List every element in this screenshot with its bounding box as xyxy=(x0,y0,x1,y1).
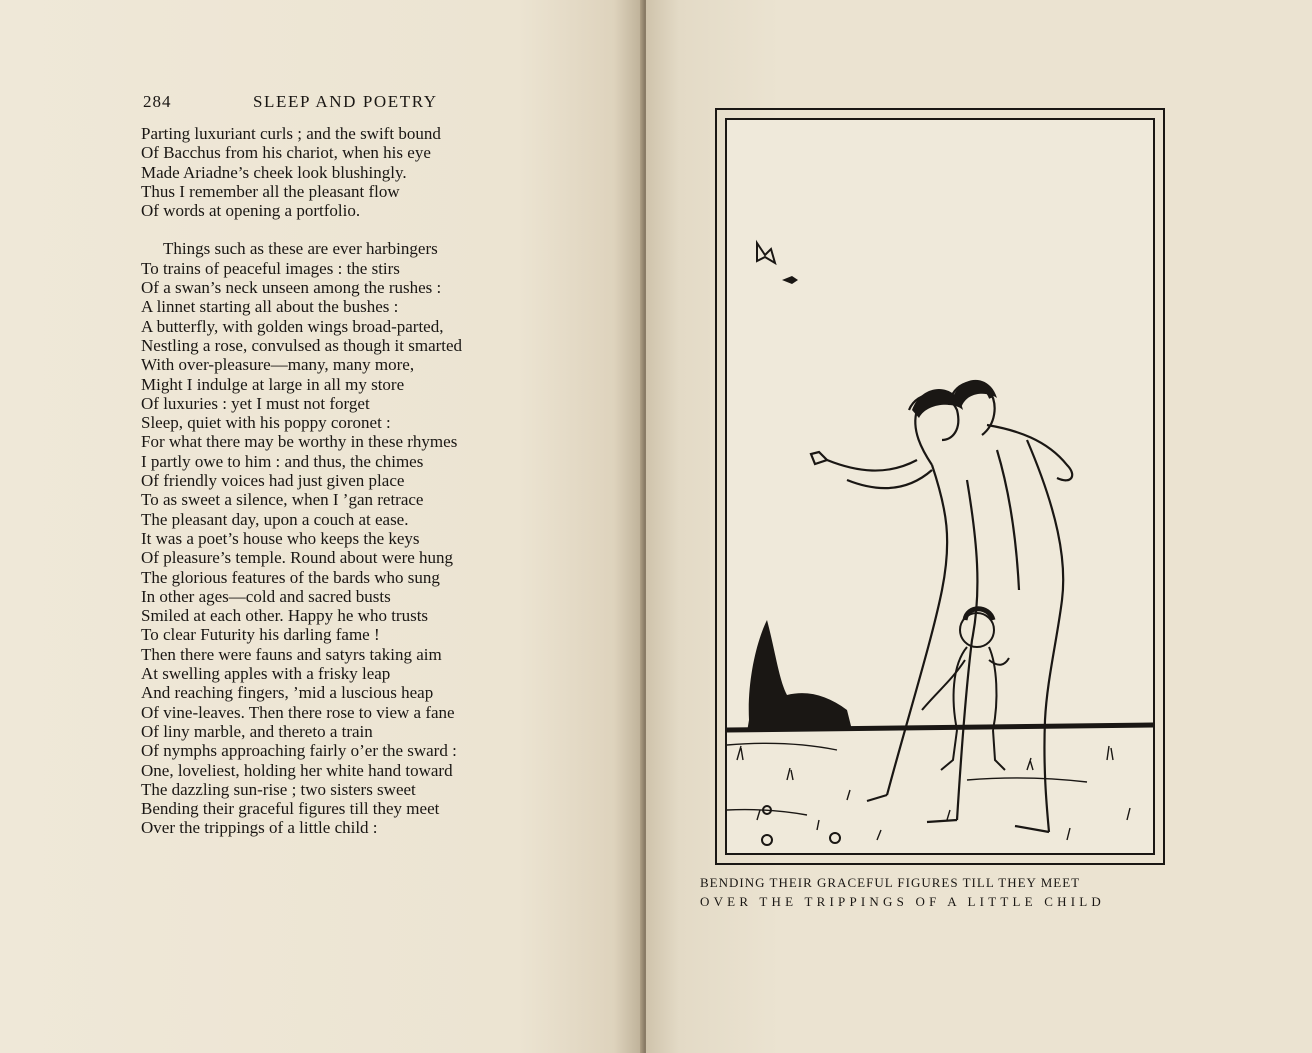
caption-line-2: OVER THE TRIPPINGS OF A LITTLE CHILD xyxy=(700,894,1105,909)
poem-line: For what there may be worthy in these rhymes xyxy=(141,432,458,452)
poem-text xyxy=(141,124,581,838)
figure-child xyxy=(922,609,1009,770)
illustration-caption xyxy=(700,875,1152,910)
poem-line: Bending their graceful figures till they meet xyxy=(141,799,440,819)
running-title: SLEEP AND POETRY xyxy=(253,92,438,111)
poem-line: To trains of peaceful images : the stirs xyxy=(141,258,400,278)
poem-line: Of vine-leaves. Then there rose to view a fane xyxy=(141,702,455,722)
poem-line: The pleasant day, upon a couch at ease. xyxy=(141,509,409,529)
figure-sister-right xyxy=(949,382,1072,832)
poem-line: Made Ariadne’s cheek look blushingly. xyxy=(141,162,407,182)
poem-line: Of nymphs approaching fairly o’er the sward : xyxy=(141,741,457,761)
poem-line: Of Bacchus from his chariot, when his eye xyxy=(141,143,431,163)
poem-line: Over the trippings of a little child : xyxy=(141,818,378,838)
poem-line: Things such as these are ever harbingers xyxy=(163,239,438,259)
butterfly-icon xyxy=(782,276,798,284)
page-number: 284 xyxy=(143,92,172,111)
poem-line: I partly owe to him : and thus, the chimes xyxy=(141,451,424,471)
poem-line: A butterfly, with golden wings broad-parted, xyxy=(141,316,444,336)
running-head xyxy=(143,92,523,116)
poem-line: Of liny marble, and thereto a train xyxy=(141,721,373,741)
poem-line: Of a swan’s neck unseen among the rushes : xyxy=(141,278,442,298)
poem-line: To as sweet a silence, when I ’gan retrace xyxy=(141,490,424,510)
poem-line: Might I indulge at large in all my store xyxy=(141,374,405,394)
poem-line: With over-pleasure—many, many more, xyxy=(141,355,415,375)
poem-line: At swelling apples with a frisky leap xyxy=(141,664,391,684)
poem-line: Of words at opening a portfolio. xyxy=(141,201,361,221)
poem-line: The dazzling sun-rise ; two sisters sweet xyxy=(141,779,416,799)
bird-icon xyxy=(757,243,775,263)
left-page xyxy=(0,0,646,1053)
poem-line: In other ages—cold and sacred busts xyxy=(141,586,391,606)
poem-line: To clear Futurity his darling fame ! xyxy=(141,625,380,645)
stanza-break xyxy=(141,220,581,239)
caption-line-1: BENDING THEIR GRACEFUL FIGURES TILL THEY MEET xyxy=(700,875,1081,890)
poem-line: Sleep, quiet with his poppy coronet : xyxy=(141,413,391,433)
poem-line: Of luxuries : yet I must not forget xyxy=(141,393,370,413)
poem-line: Then there were fauns and satyrs taking aim xyxy=(141,644,442,664)
poem-line: Parting luxuriant curls ; and the swift bound xyxy=(141,124,441,143)
illustration-image xyxy=(725,118,1155,855)
poem-line: A linnet starting all about the bushes : xyxy=(141,297,399,317)
poem-line: It was a poet’s house who keeps the keys xyxy=(141,528,420,548)
bushes xyxy=(747,620,852,732)
poem-line: Smiled at each other. Happy he who trusts xyxy=(141,606,429,626)
illustration-plate xyxy=(715,108,1165,865)
poem-line: Nestling a rose, convulsed as though it smarted xyxy=(141,335,463,355)
poem-line: Of pleasure’s temple. Round about were hung xyxy=(141,548,454,568)
poem-line: Thus I remember all the pleasant flow xyxy=(141,181,400,201)
poem-line: The glorious features of the bards who sung xyxy=(141,567,440,587)
poem-line: One, loveliest, holding her white hand toward xyxy=(141,760,453,780)
two-sisters-and-child-drawing xyxy=(727,120,1155,855)
poem-line: And reaching fingers, ’mid a luscious heap xyxy=(141,683,434,703)
poem-line: Of friendly voices had just given place xyxy=(141,471,405,491)
